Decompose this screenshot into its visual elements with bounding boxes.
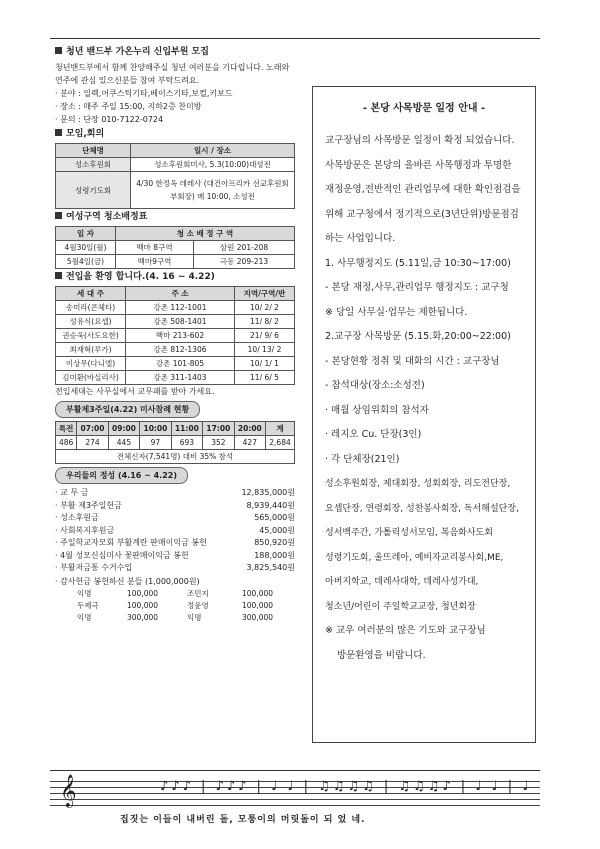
visit-line: 성소후원회장, 제대회장, 성회회장, 리도전단장, [325,479,511,489]
visit-line: 위해 교구청에서 정기적으로(3년단위)방문점검 [325,208,519,220]
offering-row: · 부활 제3주일헌금 8,939,440원 [55,500,295,510]
table-cell: 강촌 112-1001 [126,301,235,315]
table-cell: 21/ 9/ 6 [235,329,295,343]
table-cell: 강촌 311-1403 [126,371,235,385]
cleaning-section-title: 여성구역 청소배정표 [55,211,295,224]
table-cell: 백마9구역 [116,255,194,269]
meetings-table [55,143,295,209]
offering-row: · 교 무 금 12,835,000원 [55,488,295,497]
table-header: 청 소 배 정 구 역 [116,227,295,241]
table-header: 20:00 [234,422,265,436]
visit-line: 재정운영,전반적인 관리업무에 대한 확인점검을 [325,184,521,195]
visit-line: 교구장님의 사목방문 일정이 확정 되었습니다. [325,135,515,146]
table-cell: 2,684 [266,436,295,450]
visit-line: · 매월 상임위회의 참석자 [325,404,429,416]
table-cell: 4월30일(월) [56,241,116,255]
table-row [56,301,295,315]
band-item: · 분야 : 일렉,어쿠스틱기타,베이스기타,보컬,키보드 [55,89,233,98]
table-header: 10:00 [140,422,171,436]
welcome-section-title: 전입을 환영 합니다.(4. 16 ~ 4.22) [55,271,295,284]
visit-line: 성서백주간, 가톨릭성서모임, 복음화사도회 [325,528,493,538]
table-cell: 김미환(바실리사) [56,371,126,385]
visit-line: 1. 사무행정지도 (5.11일,금 10:30~17:00) [325,257,511,269]
donor-amount: 300,000 [127,612,159,622]
bottom-divider [50,770,540,771]
visit-line: - 참석대상(장소:소성전) [325,380,425,391]
band-item: · 문의 : 단장 010-7122-0724 [55,115,164,124]
table-cell: 11/ 6/ 5 [235,371,295,385]
donor-amount: 300,000 [242,612,274,622]
bullet-square-icon [55,47,62,54]
visit-line: · 레지오 Cu. 단장(3인) [325,429,422,440]
table-row [56,371,295,385]
table-cell: 693 [171,436,202,450]
left-column [55,44,295,624]
table-cell: 강촌 101-805 [126,357,235,371]
table-cell: 10/ 13/ 2 [235,343,295,357]
table-cell: 백마 8구역 [116,241,194,255]
visit-line: ※ 당일 사무실·업무는 제한됩니다. [325,306,468,318]
table-cell: 10/ 1/ 1 [235,357,295,371]
table-cell: 성령기도회 [56,172,131,209]
table-cell: 274 [77,436,108,450]
table-cell: 445 [108,436,139,450]
bullet-square-icon [55,129,62,136]
band-item: · 장소 : 매주 주일 15:00, 지하2층 찬미방 [55,102,202,111]
table-cell: 11/ 8/ 2 [235,315,295,329]
table-cell: 최재혁(루가) [56,343,126,357]
table-header: 17:00 [203,422,234,436]
table-header: 지역/구역/반 [235,287,295,301]
table-header: 07:00 [77,422,108,436]
bullet-square-icon [55,272,62,279]
table-header: 일시 / 장소 [131,144,295,158]
welcome-note: 전입세대는 사무실에서 교무패를 받아 가세요. [55,387,215,396]
bullet-square-icon [55,212,62,219]
cleaning-table [55,226,295,269]
visit-line: 요셉단장, 연령회장, 성찬봉사회장, 독서해설단장, [325,503,519,514]
donor-list [77,588,295,624]
offerings-section-title: 우리들의 정성 (4.16 ~ 4.22) [55,467,188,484]
visit-line: 청소년/어린이 주일학교교장, 청년회장 [325,601,476,612]
visit-line: ※ 교우 여러분의 많은 기도와 교구장님 [325,625,486,636]
staff-line [50,799,540,800]
visit-notice-box [312,86,536,743]
offering-row: · 부활저금통 수거수입 3,825,540원 [55,563,295,572]
welcome-table [55,286,295,385]
visit-line: 성령기도회, 울뜨레아, 예비자교리봉사회,ME, [325,552,504,563]
table-cell: 성소후원회미사, 5.3(10:00)대성전 [131,158,295,172]
table-header: 11:00 [171,422,202,436]
table-cell: 이상무(다니엘) [56,357,126,371]
visit-line: · 각 단체장(21인) [325,453,400,465]
offering-row: · 4월 성모신심미사 꽃판매이익금 봉헌 188,000원 [55,550,295,560]
table-header: 일 자 [56,227,116,241]
visit-line: 아버지학교, 데레사대학, 데레사성가대, [325,577,479,587]
mass-summary: 전체신자(7,541명) 대비 35% 참석 [56,450,295,464]
table-header: 계 [266,422,295,436]
table-row [56,357,295,371]
music-staff [50,773,540,811]
table-cell: 352 [203,436,234,450]
treble-clef-icon: 𝄞 [60,774,77,807]
table-row [56,329,295,343]
table-cell: 427 [234,436,265,450]
table-header: 특전 [56,422,77,436]
table-cell: 5월4일(금) [56,255,116,269]
donor-name: 익명 [77,588,92,598]
band-description: 청년밴드부에서 함께 찬양해주실 청년 여러분을 기다립니다. 노래와 연주에 관심 있으신분들 참여 부탁드려요. [55,63,290,85]
visit-line: - 본당현황 정취 및 대화의 시간 : 교구장님 [325,355,500,367]
mass-table [55,421,295,464]
offering-row: · 성소후원금 565,000원 [55,513,295,522]
donor-amount: 100,000 [127,588,159,598]
offering-row: · 주일학교자모회 부활계란 판매이익금 봉헌 850,920원 [55,538,295,547]
donor-name: 정윤영 [187,600,209,610]
table-cell: 백마 213-602 [126,329,235,343]
table-cell: 극동 209-213 [194,255,295,269]
mass-section-title: 부활제3주일(4.22) 미사참례 현황 [55,401,200,418]
visit-line: 하는 사업입니다. [325,233,396,244]
table-header: 세 대 주 [56,287,126,301]
table-cell: 강촌 508-1401 [126,315,235,329]
visit-line: 2.교구장 사목방문 (5.15.화,20:00~22:00) [325,331,511,342]
donor-name: 두제극 [77,600,99,610]
table-cell: 강촌 812-1306 [126,343,235,357]
band-section-title: 청년 밴드부 가온누리 신입부원 모집 [55,46,295,59]
table-cell: 97 [140,436,171,450]
table-header: 단체명 [56,144,131,158]
table-cell: 삼원 201-208 [194,241,295,255]
visit-line: 사목방문은 본당의 올바른 사목행정과 투명한 [325,159,512,171]
visit-title: - 본당 사목방문 일정 안내 - [362,103,486,114]
donor-amount: 100,000 [127,600,159,610]
table-header: 09:00 [108,422,139,436]
donor-name: 익명 [77,612,92,622]
donor-amount: 100,000 [242,600,274,610]
music-notes-icon: ♪♪♪ | ♪♪♪ | ♩ ♩ | ♫♫♫♫ | ♫♫♫♪ | ♩ ♩ | ♩ [160,779,532,794]
donor-name: 조민지 [187,588,209,598]
meetings-section-title: 모임,회의 [55,128,295,141]
table-row [56,343,295,357]
visit-body [325,129,527,668]
table-row [56,315,295,329]
donor-name: 익명 [187,612,202,622]
table-cell: 송미라(콘체타) [56,301,126,315]
table-header: 주 소 [126,287,235,301]
table-cell: 4/30 한정옥 데레사 (대건아프리카 선교후원회부회장) 매 10:00, 소성전 [131,172,295,209]
table-cell: 성소후원회 [56,158,131,172]
table-cell: 성유식(요셉) [56,315,126,329]
offering-row: · 사회복지후원금 45,000원 [55,525,295,535]
top-divider [50,38,540,39]
donor-amount: 100,000 [242,588,274,598]
table-cell: 10/ 2/ 2 [235,301,295,315]
thanks-title: · 감사헌금 봉헌하신 분들 (1,000,000원) [55,576,200,586]
table-cell: 486 [56,436,77,450]
song-lyrics: 집짓는 이들이 내버린 돌, 모퉁이의 머릿돌이 되 었 네. [120,815,366,825]
visit-line: - 본당 재정,사무,관리업무 행정지도 : 교구청 [325,282,509,293]
table-cell: 권승욱(사도요한) [56,329,126,343]
staff-line [50,805,540,806]
visit-line: 방문환영을 비랍니다. [337,649,426,661]
